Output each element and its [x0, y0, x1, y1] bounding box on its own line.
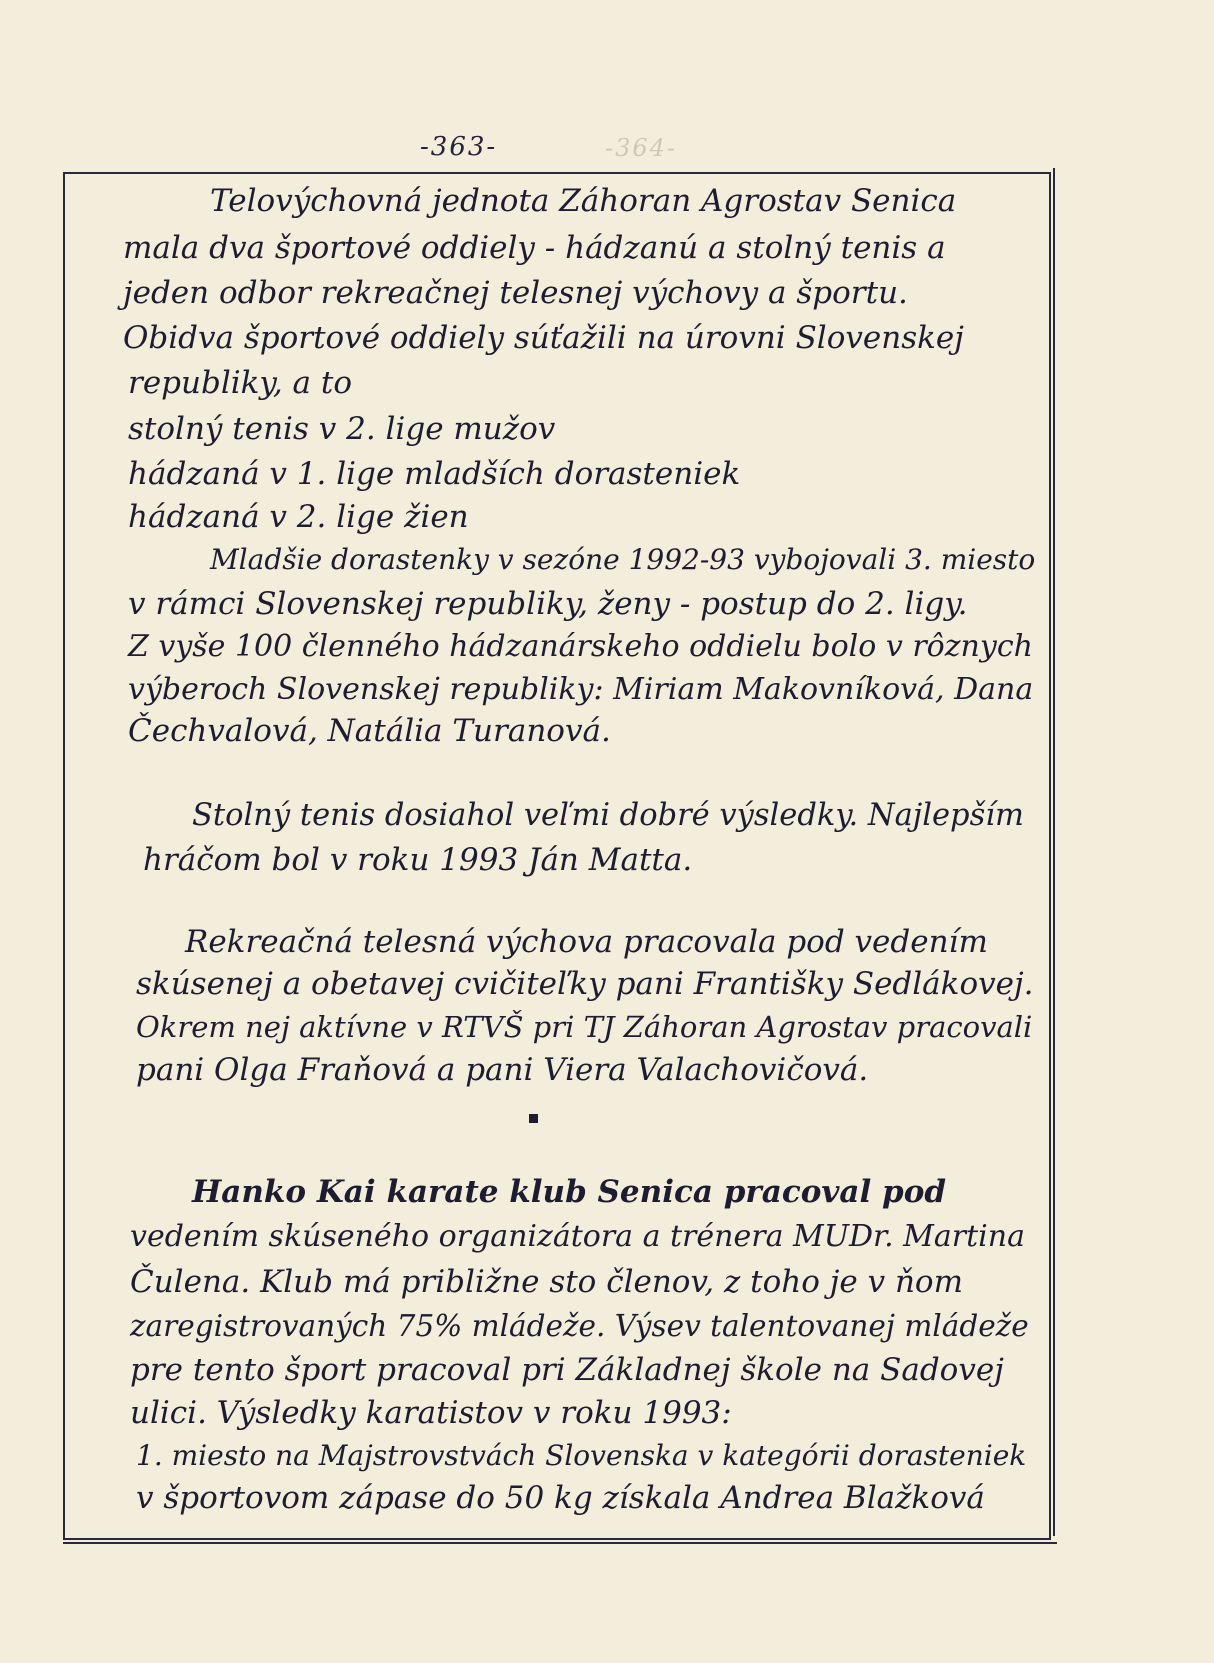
- text-line-21: vedením skúseného organizátora a trénera MUDr. Martina: [130, 1219, 1025, 1254]
- bleed-through-page-number: -364-: [605, 134, 678, 162]
- text-line-15: hráčom bol v roku 1993 Ján Matta.: [143, 842, 693, 878]
- text-line-13: Čechvalová, Natália Turanová.: [128, 713, 611, 749]
- text-line-16: Rekreačná telesná výchova pracovala pod vedením: [185, 924, 988, 960]
- text-line-14: Stolný tenis dosiahol veľmi dobré výsledky. Najlepším: [192, 798, 1024, 833]
- text-line-8: hádzaná v 2. lige žien: [128, 499, 469, 535]
- text-line-27: v športovom zápase do 50 kg získala Andrea Blažková: [136, 1480, 985, 1516]
- text-line-17: skúsenej a obetavej cvičiteľky pani Františky Sedlákovej.: [136, 966, 1034, 1002]
- text-line-4: Obidva športové oddiely súťažili na úrovni Slovenskej: [123, 320, 964, 356]
- text-line-25: ulici. Výsledky karatistov v roku 1993:: [130, 1395, 732, 1431]
- text-line-24: pre tento šport pracoval pri Základnej škole na Sadovej: [130, 1352, 1004, 1388]
- text-line-10: v rámci Slovenskej republiky, ženy - postup do 2. ligy.: [128, 586, 968, 622]
- text-line-19: pani Olga Fraňová a pani Viera Valachovičová.: [136, 1052, 869, 1088]
- text-line-12: výberoch Slovenskej republiky: Miriam Makovníková, Dana: [128, 672, 1034, 707]
- text-line-23: zaregistrovaných 75% mládeže. Výsev talentovanej mládeže: [130, 1309, 1029, 1343]
- text-line-1: Telovýchovná jednota Záhoran Agrostav Senica: [210, 183, 957, 219]
- text-line-18: Okrem nej aktívne v RTVŠ pri TJ Záhoran Agrostav pracovali: [136, 1010, 1033, 1044]
- text-line-9: Mladšie dorastenky v sezóne 1992-93 vybojovali 3. miesto: [210, 543, 1036, 576]
- text-line-6: stolný tenis v 2. lige mužov: [128, 411, 556, 447]
- text-line-22: Čulena. Klub má približne sto členov, z toho je v ňom: [130, 1264, 963, 1300]
- section-separator-mark: [529, 1114, 538, 1123]
- page-number: -363-: [420, 132, 498, 162]
- text-line-2: mala dva športové oddiely - hádzanú a stolný tenis a: [123, 230, 946, 266]
- text-line-26: 1. miesto na Majstrovstvách Slovenska v kategórii dorasteniek: [136, 1439, 1027, 1472]
- text-line-7: hádzaná v 1. lige mladších dorasteniek: [128, 456, 741, 492]
- text-line-3: jeden odbor rekreačnej telesnej výchovy a športu.: [123, 275, 908, 311]
- text-line-20: Hanko Kai karate klub Senica pracoval pod: [192, 1174, 947, 1210]
- text-line-5: republiky, a to: [128, 365, 352, 401]
- text-line-11: Z vyše 100 členného hádzanárskeho oddielu bolo v rôznych: [128, 629, 1033, 664]
